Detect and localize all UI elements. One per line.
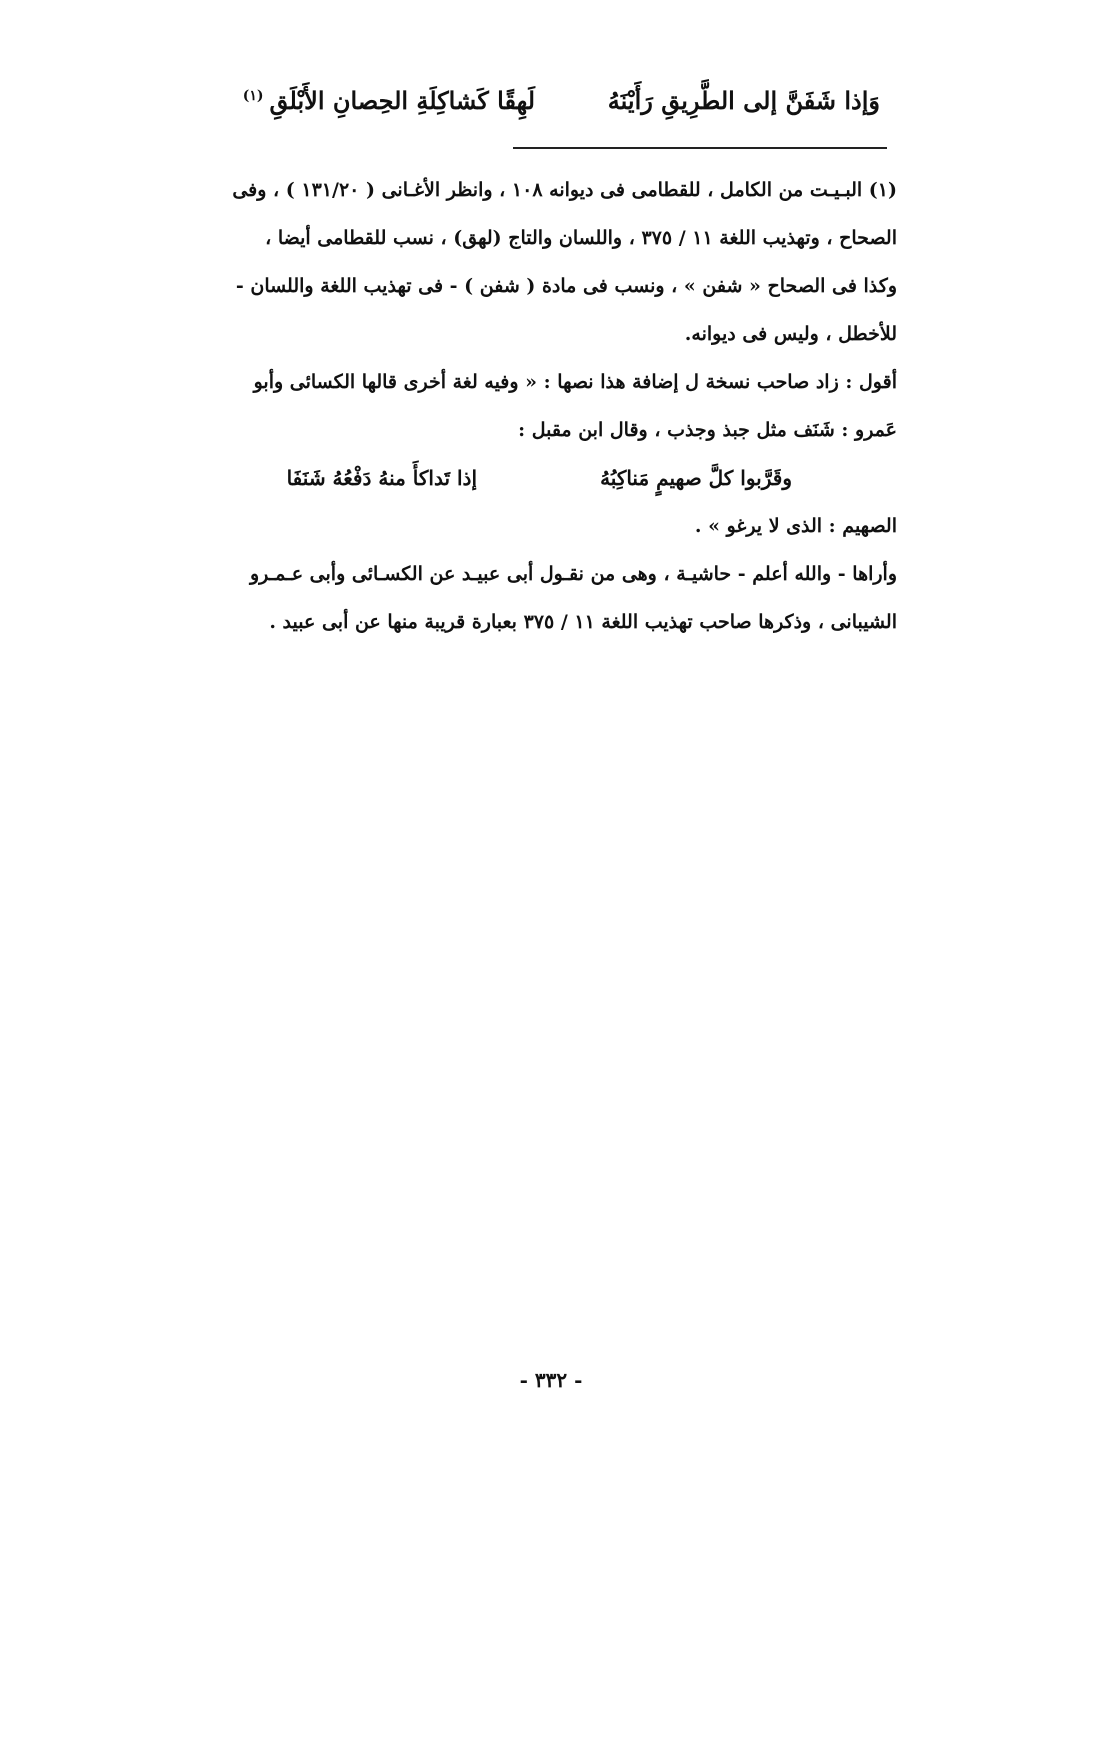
footnote-line: الصهيم : الذى لا يرغو » . [694, 515, 897, 537]
footnote-body [140, 166, 897, 646]
verse-second-hemistich-text: لَهِقًا كَشاكِلَةِ الحِصانِ الأَبْلَقِ [269, 86, 535, 115]
quoted-verse-second-hemistich: إذا تَداكأَ منهُ دَفْعُهُ شَنَفَا [286, 466, 477, 490]
verse-first-hemistich: وَإذا شَفَنَّ إلى الطَّرِيقِ رَأَيْنَهُ [607, 86, 880, 115]
verse-second-hemistich [243, 86, 535, 115]
footnote-line: وأراها - والله أعلم - حاشيـة ، وهى من نقـول أبى عبيـد عن الكسـائى وأبى عـمـرو [249, 563, 897, 585]
footnote-line: للأخطل ، وليس فى ديوانه. [684, 323, 897, 345]
footnote-line: (١) البـيـت من الكامل ، للقطامى فى ديوانه ١٠٨ ، وانظر الأغـانى ( ١٣١/٢٠ ) ، وفى [232, 179, 897, 201]
page-number: - ٣٣٢ - [519, 1368, 583, 1392]
poem-verse [200, 86, 880, 126]
footnote-line: وكذا فى الصحاح « شفن » ، ونسب فى مادة ( شفن ) - فى تهذيب اللغة واللسان - [235, 275, 897, 297]
quoted-verse-first-hemistich: وقَرَّبوا كلَّ صهيمٍ مَناكِبُهُ [600, 466, 792, 490]
footnote-line: عَمرو : شَنَف مثل جبذ وجذب ، وقال ابن مقبل : [518, 419, 897, 441]
footnote-line: الصحاح ، وتهذيب اللغة ١١ / ٣٧٥ ، واللسان والتاج (لهق) ، نسب للقطامى أيضا ، [265, 227, 897, 249]
footnote-line: الشيبانى ، وذكرها صاحب تهذيب اللغة ١١ / ٣٧٥ بعبارة قريبة منها عن أبى عبيد . [269, 611, 897, 633]
quoted-verse [140, 454, 897, 502]
footnote-line: أقول : زاد صاحب نسخة ل إضافة هذا نصها : « وفيه لغة أخرى قالها الكسائى وأبو [253, 371, 897, 393]
footnote-marker: (١) [242, 88, 264, 104]
footnote-separator-rule [513, 147, 887, 149]
